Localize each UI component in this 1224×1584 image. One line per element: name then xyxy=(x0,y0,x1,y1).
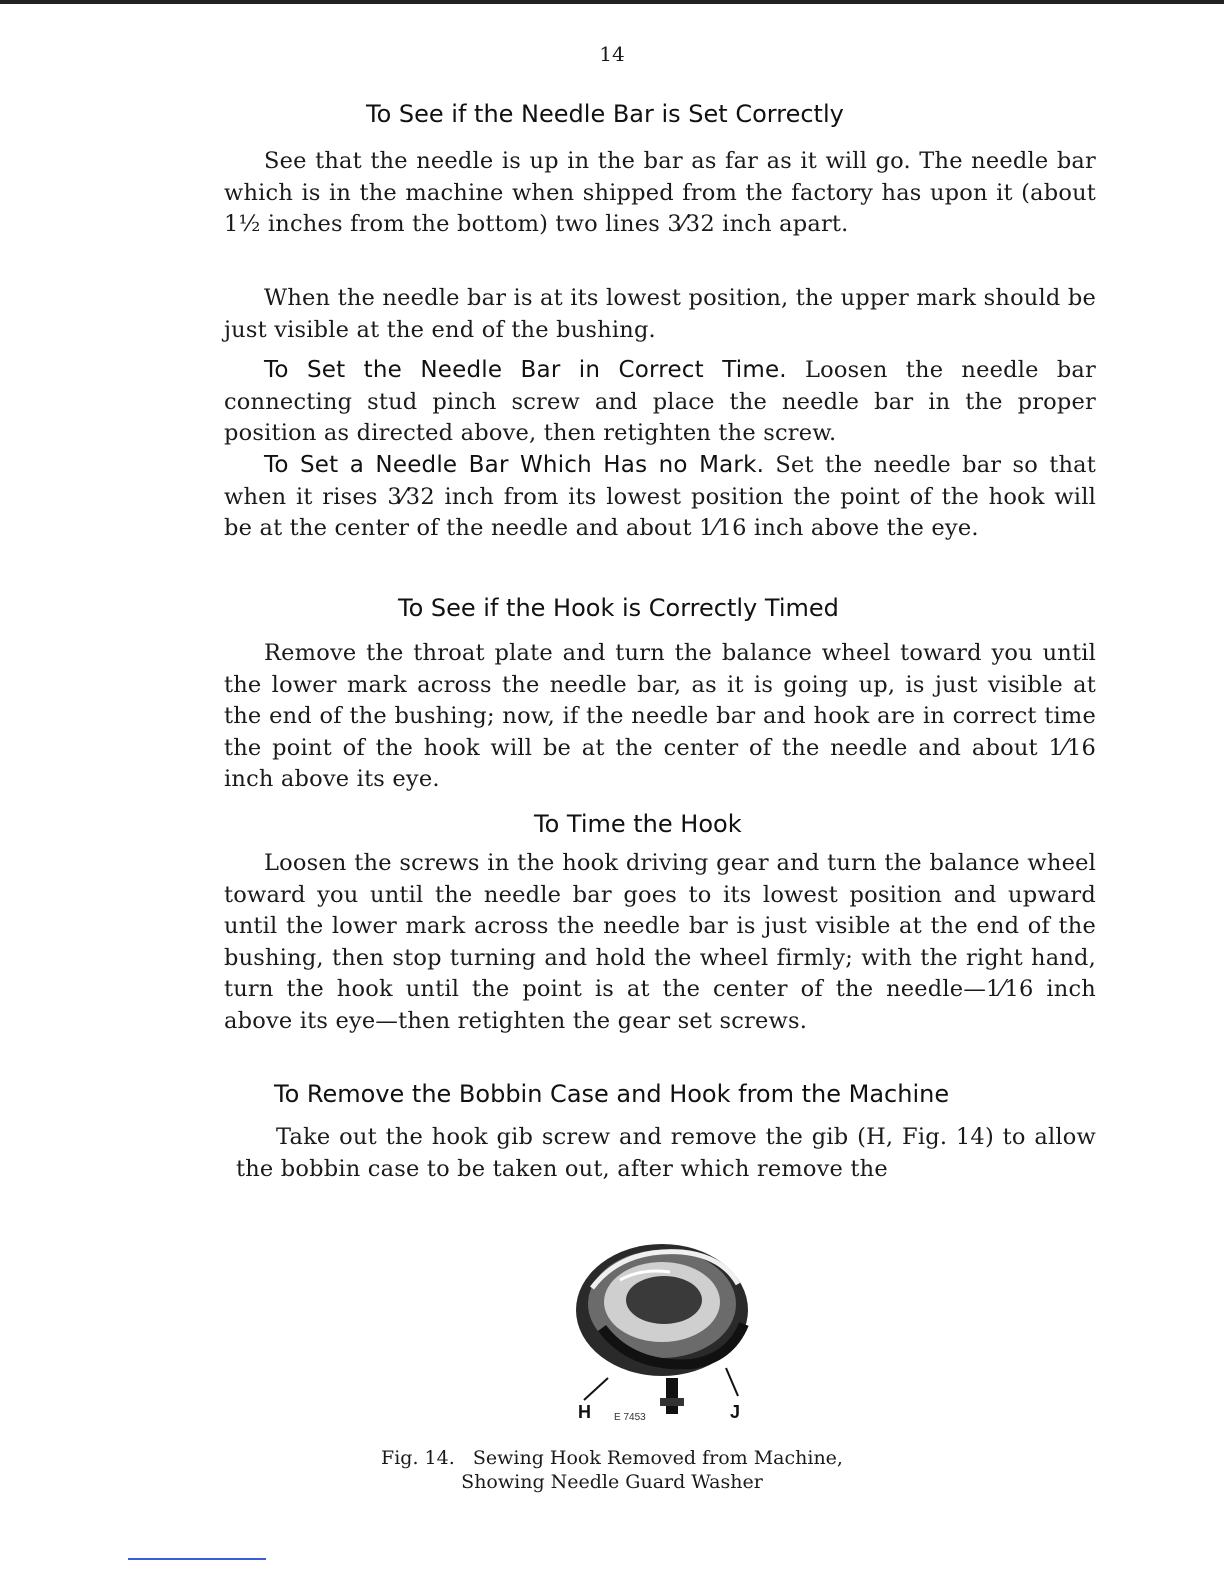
paragraph-gib-screw: Take out the hook gib screw and remove the gib (H, Fig. 14) to allow the bobbin case to be taken out, after which remove the xyxy=(236,1124,1096,1182)
paragraph-needle-up: See that the needle is up in the bar as far as it will go. The needle bar which is in the machine when shipped from the factory has upon it (about 1½ inches from the bottom) two lines 3⁄32 inch apart. xyxy=(224,148,1096,237)
figure-code: E 7453 xyxy=(614,1412,646,1423)
sewing-hook-illustration xyxy=(562,1228,762,1428)
runin-correct-time: To Set the Needle Bar in Correct Time. xyxy=(264,357,787,383)
paragraph-correct-time xyxy=(224,355,1096,450)
heading-remove-bobbin: To Remove the Bobbin Case and Hook from the Machine xyxy=(274,1080,950,1108)
paragraph-no-mark xyxy=(224,450,1096,545)
page-top-rule xyxy=(0,0,1224,4)
runin-no-mark: To Set a Needle Bar Which Has no Mark. xyxy=(264,452,765,478)
figure-caption-line2: Showing Needle Guard Washer xyxy=(461,1471,763,1493)
footer-rule xyxy=(128,1558,266,1560)
paragraph-lowest-position: When the needle bar is at its lowest position, the upper mark should be just visible at the end of the bushing. xyxy=(224,285,1096,343)
paragraph-throat-plate: Remove the throat plate and turn the balance wheel toward you until the lower mark across the needle bar, as it is going up, is just visible at the end of the bushing; now, if the needle bar and hook are in correct time the point of the hook will be at the center of the needle and about 1⁄16 inch above its eye. xyxy=(224,640,1096,792)
text-no-mark: Set the needle bar so that when it rises 3⁄32 inch from its lowest position the point of the hook will be at the center of the needle and about 1⁄16 inch above the eye. xyxy=(224,452,1096,541)
page-number: 14 xyxy=(599,42,625,66)
figure-label-j: J xyxy=(730,1402,741,1422)
figure-label-h: H xyxy=(578,1402,591,1422)
text-correct-time: Loosen the needle bar connecting stud pinch screw and place the needle bar in the proper position as directed above, then retighten the screw. xyxy=(224,357,1096,446)
heading-hook-timed: To See if the Hook is Correctly Timed xyxy=(398,594,839,622)
paragraph-loosen-screws: Loosen the screws in the hook driving gear and turn the balance wheel toward you until the needle bar goes to its lowest position and upward until the lower mark across the needle bar is just visible at the end of the bushing, then stop turning and hold the wheel firmly; with the right hand, turn the hook until the point is at the center of the needle—1⁄16 inch above its eye—then retighten the gear set screws. xyxy=(224,850,1096,1034)
figure-caption-line1: Fig. 14. Sewing Hook Removed from Machine, xyxy=(381,1447,843,1469)
heading-time-hook: To Time the Hook xyxy=(534,810,742,838)
heading-needle-bar-set: To See if the Needle Bar is Set Correctly xyxy=(366,100,844,128)
sewing-hook-figure xyxy=(562,1228,762,1428)
